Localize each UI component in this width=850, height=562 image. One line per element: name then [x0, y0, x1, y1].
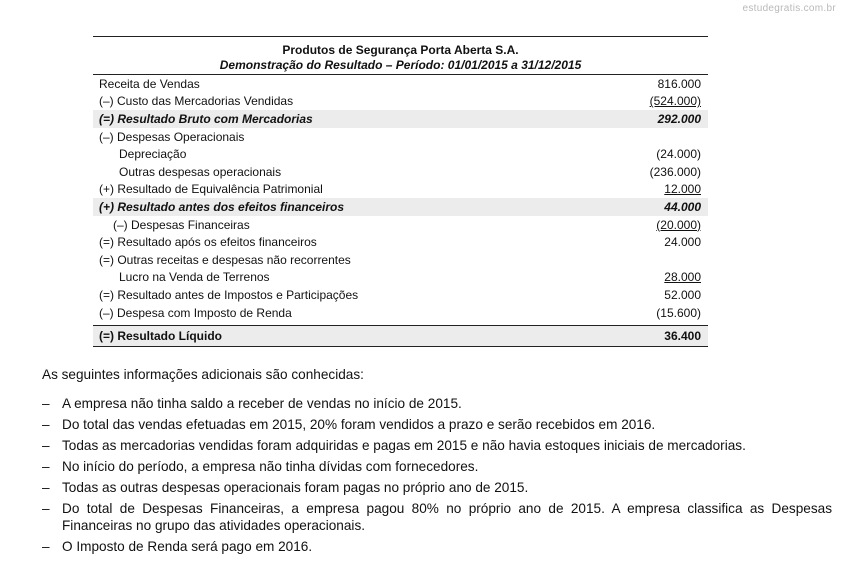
statement-company-title: Produtos de Segurança Porta Aberta S.A. — [282, 43, 519, 57]
row-value: 12.000 — [664, 182, 701, 197]
list-item — [42, 500, 832, 534]
row-value: 24.000 — [664, 235, 701, 250]
row-value: (236.000) — [649, 164, 701, 179]
list-item-text: No início do período, a empresa não tinha dívidas com fornecedores. — [62, 459, 479, 474]
row-value: (24.000) — [656, 147, 701, 162]
list-item — [42, 437, 832, 454]
list-item — [42, 458, 832, 475]
row-value: 36.400 — [664, 329, 701, 344]
row-value: (20.000) — [656, 217, 701, 232]
statement-row — [93, 269, 708, 287]
row-value: 44.000 — [664, 199, 701, 214]
row-value: 292.000 — [657, 111, 701, 126]
row-label: (+) Resultado de Equivalência Patrimonial — [99, 182, 323, 197]
statement-row — [93, 286, 708, 304]
row-value: (524.000) — [649, 94, 701, 109]
income-statement-table — [93, 36, 708, 347]
row-label: (–) Despesa com Imposto de Renda — [99, 305, 292, 320]
dash-bullet: – — [42, 396, 50, 411]
list-item-text: Do total das vendas efetuadas em 2015, 20% foram vendidos a prazo e serão recebidos em 2016. — [62, 417, 656, 432]
statement-row — [93, 163, 708, 181]
row-value: (15.600) — [656, 305, 701, 320]
statement-row — [93, 93, 708, 111]
dash-bullet: – — [42, 501, 50, 516]
list-item-text: O Imposto de Renda será pago em 2016. — [62, 539, 313, 554]
info-intro: As seguintes informações adicionais são conhecidas: — [42, 367, 364, 382]
row-label: (=) Resultado antes de Impostos e Participações — [99, 287, 359, 302]
statement-row — [93, 251, 708, 269]
row-label: (=) Resultado após os efeitos financeiros — [99, 235, 317, 250]
row-label: (–) Custo das Mercadorias Vendidas — [99, 94, 294, 109]
watermark: estudegratis.com.br — [742, 3, 836, 14]
dash-bullet: – — [42, 539, 50, 554]
row-label: Lucro na Venda de Terrenos — [119, 270, 270, 285]
row-label: (=) Resultado Líquido — [99, 329, 222, 344]
row-label: (+) Resultado antes dos efeitos financeiros — [99, 199, 345, 214]
list-item — [42, 416, 832, 433]
row-label: Depreciação — [119, 147, 187, 162]
info-list — [42, 395, 832, 555]
statement-row-net-income — [93, 325, 708, 347]
statement-row — [93, 216, 708, 234]
list-item — [42, 479, 832, 496]
row-label: (=) Resultado Bruto com Mercadorias — [99, 111, 313, 126]
row-label: Receita de Vendas — [99, 76, 200, 91]
statement-row — [93, 304, 708, 322]
list-item-text: Todas as mercadorias vendidas foram adquiridas e pagas em 2015 e não havia estoques iniciais de mercadorias. — [62, 438, 746, 453]
statement-row — [93, 75, 708, 93]
list-item-text: Do total de Despesas Financeiras, a empresa pagou 80% no próprio ano de 2015. A empresa classifica as Despesas Financeiras no grupo das atividades operacionais. — [62, 501, 832, 533]
statement-row — [93, 181, 708, 199]
row-label: (=) Outras receitas e despesas não recorrentes — [99, 252, 351, 267]
list-item — [42, 395, 832, 412]
statement-row — [93, 145, 708, 163]
statement-row — [93, 233, 708, 251]
list-item — [42, 538, 832, 555]
row-label: Outras despesas operacionais — [119, 164, 282, 179]
dash-bullet: – — [42, 480, 50, 495]
list-item-text: A empresa não tinha saldo a receber de vendas no início de 2015. — [62, 396, 462, 411]
statement-row — [93, 128, 708, 146]
row-value: 816.000 — [657, 76, 701, 91]
dash-bullet: – — [42, 417, 50, 432]
dash-bullet: – — [42, 438, 50, 453]
statement-subtitle: Demonstração do Resultado – Período: 01/01/2015 a 31/12/2015 — [93, 58, 708, 75]
row-label: (–) Despesas Financeiras — [113, 217, 250, 232]
dash-bullet: – — [42, 459, 50, 474]
row-label: (–) Despesas Operacionais — [99, 129, 245, 144]
row-value: 28.000 — [664, 270, 701, 285]
additional-info — [42, 366, 832, 559]
list-item-text: Todas as outras despesas operacionais foram pagas no próprio ano de 2015. — [62, 480, 529, 495]
statement-row-subtotal — [93, 198, 708, 216]
row-value: 52.000 — [664, 287, 701, 302]
statement-row-subtotal — [93, 110, 708, 128]
